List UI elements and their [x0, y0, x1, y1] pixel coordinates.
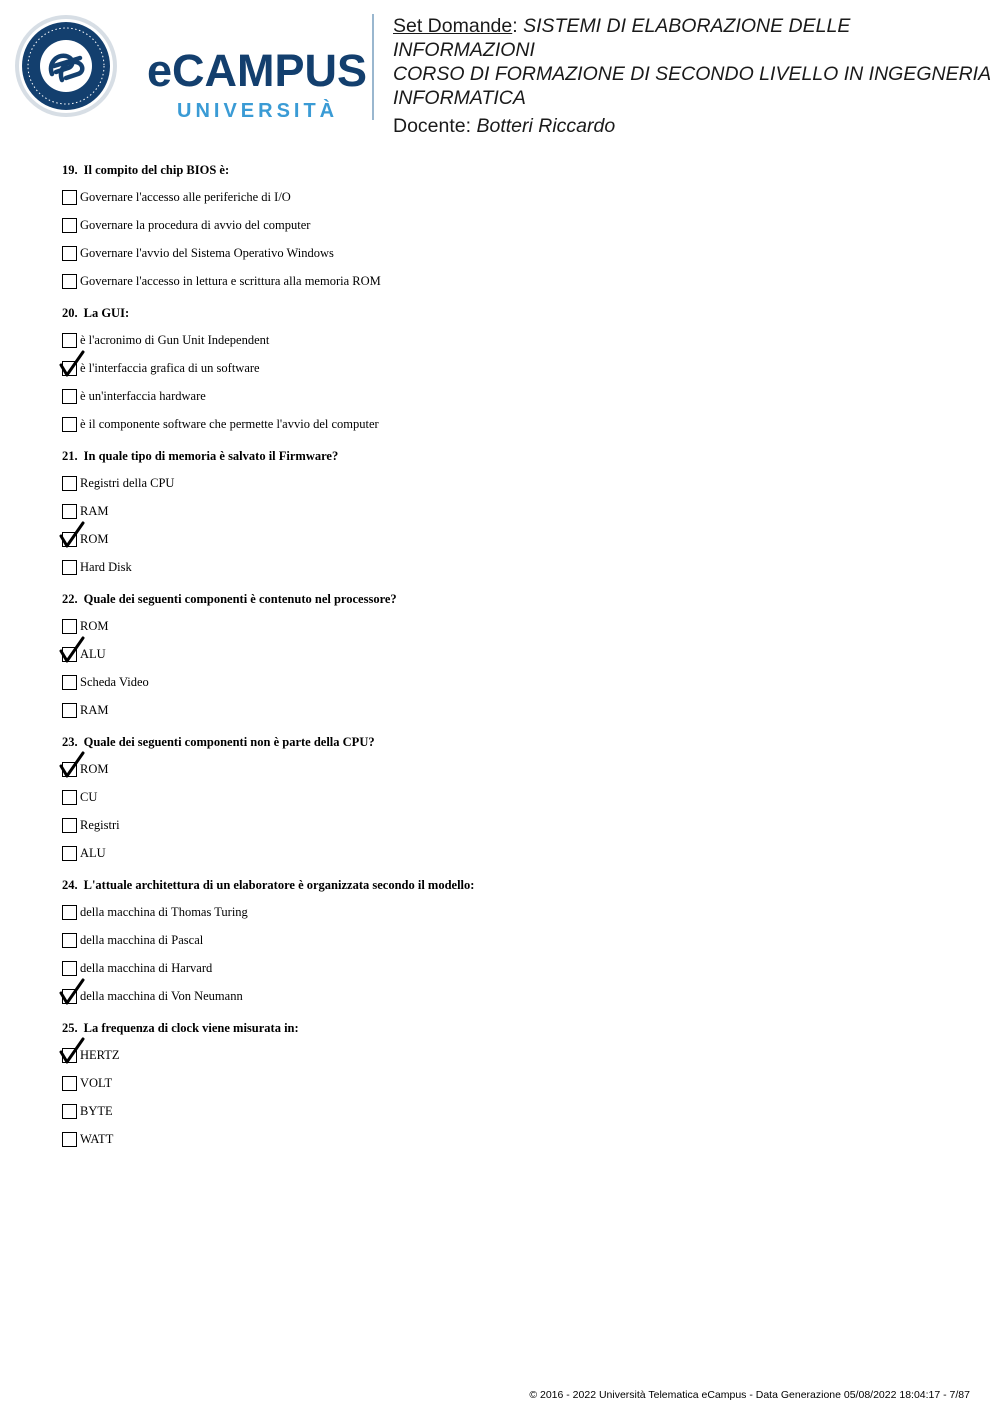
course-title-line: [393, 14, 993, 62]
answer-label: Governare la procedura di avvio del computer: [80, 218, 311, 232]
answer-checkbox[interactable]: [62, 560, 77, 575]
question-title: [62, 734, 942, 751]
course-subtitle: [393, 62, 993, 86]
question-title: [62, 591, 942, 608]
answer-label: CU: [80, 790, 98, 804]
answer-label: è il componente software che permette l'avvio del computer: [80, 417, 379, 431]
answer-option[interactable]: [62, 760, 942, 779]
answer-label: ALU: [80, 647, 106, 661]
answer-label: ROM: [80, 532, 109, 546]
answer-checkbox[interactable]: [62, 790, 77, 805]
answer-label: Governare l'accesso in lettura e scrittura alla memoria ROM: [80, 274, 381, 288]
answer-option[interactable]: [62, 272, 942, 291]
answer-option[interactable]: [62, 788, 942, 807]
question-list: [62, 162, 942, 1163]
answer-option[interactable]: [62, 359, 942, 378]
teacher-label: Docente:: [393, 115, 472, 137]
answer-label: Registri: [80, 818, 120, 832]
answer-checkbox[interactable]: [62, 532, 77, 547]
answer-label: della macchina di Thomas Turing: [80, 905, 248, 919]
question-number: 22.: [62, 592, 78, 606]
answer-checkbox[interactable]: [62, 647, 77, 662]
question-title: [62, 305, 942, 322]
question-5: [62, 877, 942, 1006]
logo-wordmark: eCAMPUS: [147, 45, 368, 96]
answer-checkbox[interactable]: [62, 905, 77, 920]
answer-option[interactable]: [62, 931, 942, 950]
answer-label: della macchina di Pascal: [80, 933, 204, 947]
answer-option[interactable]: [62, 617, 942, 636]
answer-option[interactable]: [62, 502, 942, 521]
answer-option[interactable]: [62, 816, 942, 835]
answer-label: Governare l'accesso alle periferiche di I/O: [80, 190, 291, 204]
question-text: Il compito del chip BIOS è:: [83, 163, 230, 177]
answer-label: WATT: [80, 1132, 114, 1146]
answer-option[interactable]: [62, 1074, 942, 1093]
answer-label: RAM: [80, 703, 109, 717]
ecampus-seal-icon: [14, 14, 118, 118]
answer-checkbox[interactable]: [62, 476, 77, 491]
answer-option[interactable]: [62, 903, 942, 922]
question-title: [62, 448, 942, 465]
logo-subtitle: UNIVERSITÀ: [177, 100, 339, 122]
answer-checkbox[interactable]: [62, 961, 77, 976]
course-subtitle-line2: INFORMATICA: [393, 87, 526, 109]
answer-checkbox[interactable]: [62, 846, 77, 861]
answer-option[interactable]: [62, 244, 942, 263]
teacher-line: [393, 114, 993, 138]
answer-checkbox[interactable]: [62, 989, 77, 1004]
question-title: [62, 877, 942, 894]
page-footer: © 2016 - 2022 Università Telematica eCampus - Data Generazione 05/08/2022 18:04:17 - 7/87: [529, 1389, 970, 1401]
answer-option[interactable]: [62, 387, 942, 406]
answer-checkbox[interactable]: [62, 703, 77, 718]
question-title: [62, 1020, 942, 1037]
answer-checkbox[interactable]: [62, 190, 77, 205]
course-subtitle-cont: [393, 86, 993, 110]
course-title: SISTEMI DI ELABORAZIONE DELLE INFORMAZIONI: [393, 15, 851, 61]
question-number: 23.: [62, 735, 78, 749]
question-1: [62, 305, 942, 434]
question-2: [62, 448, 942, 577]
answer-checkbox[interactable]: [62, 218, 77, 233]
answer-checkbox[interactable]: [62, 333, 77, 348]
answer-label: della macchina di Von Neumann: [80, 989, 243, 1003]
answer-label: Scheda Video: [80, 675, 149, 689]
answer-option[interactable]: [62, 987, 942, 1006]
question-number: 21.: [62, 449, 78, 463]
answer-label: Governare l'avvio del Sistema Operativo Windows: [80, 246, 334, 260]
question-text: L'attuale architettura di un elaboratore è organizzata secondo il modello:: [83, 878, 475, 892]
answer-checkbox[interactable]: [62, 675, 77, 690]
question-text: La GUI:: [83, 306, 130, 320]
answer-option[interactable]: [62, 331, 942, 350]
question-number: 20.: [62, 306, 78, 320]
answer-label: BYTE: [80, 1104, 113, 1118]
answer-option[interactable]: [62, 1102, 942, 1121]
answer-option[interactable]: [62, 474, 942, 493]
answer-label: è l'acronimo di Gun Unit Independent: [80, 333, 270, 347]
answer-option[interactable]: [62, 1046, 942, 1065]
answer-label: Hard Disk: [80, 560, 132, 574]
answer-checkbox[interactable]: [62, 246, 77, 261]
answer-label: RAM: [80, 504, 109, 518]
answer-checkbox[interactable]: [62, 1076, 77, 1091]
answer-checkbox[interactable]: [62, 1048, 77, 1063]
answer-checkbox[interactable]: [62, 1104, 77, 1119]
question-6: [62, 1020, 942, 1149]
question-title: [62, 162, 942, 179]
question-number: 24.: [62, 878, 78, 892]
question-4: [62, 734, 942, 863]
answer-checkbox[interactable]: [62, 818, 77, 833]
answer-checkbox[interactable]: [62, 933, 77, 948]
answer-checkbox[interactable]: [62, 504, 77, 519]
header-info: [393, 14, 993, 138]
answer-label: è l'interfaccia grafica di un software: [80, 361, 260, 375]
set-separator: :: [512, 15, 518, 37]
answer-option[interactable]: [62, 415, 942, 434]
answer-label: ROM: [80, 619, 109, 633]
answer-option[interactable]: [62, 701, 942, 720]
answer-label: HERTZ: [80, 1048, 120, 1062]
header-divider: [372, 14, 374, 120]
question-number: 25.: [62, 1021, 78, 1035]
answer-checkbox[interactable]: [62, 762, 77, 777]
answer-checkbox[interactable]: [62, 1132, 77, 1147]
answer-label: è un'interfaccia hardware: [80, 389, 206, 403]
answer-option[interactable]: [62, 530, 942, 549]
answer-label: ALU: [80, 846, 106, 860]
answer-label: ROM: [80, 762, 109, 776]
answer-checkbox[interactable]: [62, 361, 77, 376]
question-3: [62, 591, 942, 720]
answer-option[interactable]: [62, 673, 942, 692]
question-text: Quale dei seguenti componenti non è parte della CPU?: [83, 735, 375, 749]
teacher-name: Botteri Riccardo: [476, 115, 616, 137]
question-text: Quale dei seguenti componenti è contenuto nel processore?: [83, 592, 397, 606]
answer-option[interactable]: [62, 959, 942, 978]
question-0: [62, 162, 942, 291]
answer-label: VOLT: [80, 1076, 113, 1090]
question-text: La frequenza di clock viene misurata in:: [83, 1021, 299, 1035]
question-text: In quale tipo di memoria è salvato il Firmware?: [83, 449, 339, 463]
answer-option[interactable]: [62, 1130, 942, 1149]
course-subtitle-line1: CORSO DI FORMAZIONE DI SECONDO LIVELLO IN INGEGNERIA: [393, 63, 992, 85]
question-number: 19.: [62, 163, 78, 177]
answer-label: della macchina di Harvard: [80, 961, 213, 975]
answer-checkbox[interactable]: [62, 274, 77, 289]
answer-checkbox[interactable]: [62, 619, 77, 634]
answer-option[interactable]: [62, 188, 942, 207]
answer-checkbox[interactable]: [62, 389, 77, 404]
ecampus-logo: [14, 14, 368, 122]
answer-option[interactable]: [62, 216, 942, 235]
answer-checkbox[interactable]: [62, 417, 77, 432]
answer-option[interactable]: [62, 645, 942, 664]
set-label: Set Domande: [393, 15, 513, 37]
answer-option[interactable]: [62, 558, 942, 577]
answer-label: Registri della CPU: [80, 476, 175, 490]
answer-option[interactable]: [62, 844, 942, 863]
